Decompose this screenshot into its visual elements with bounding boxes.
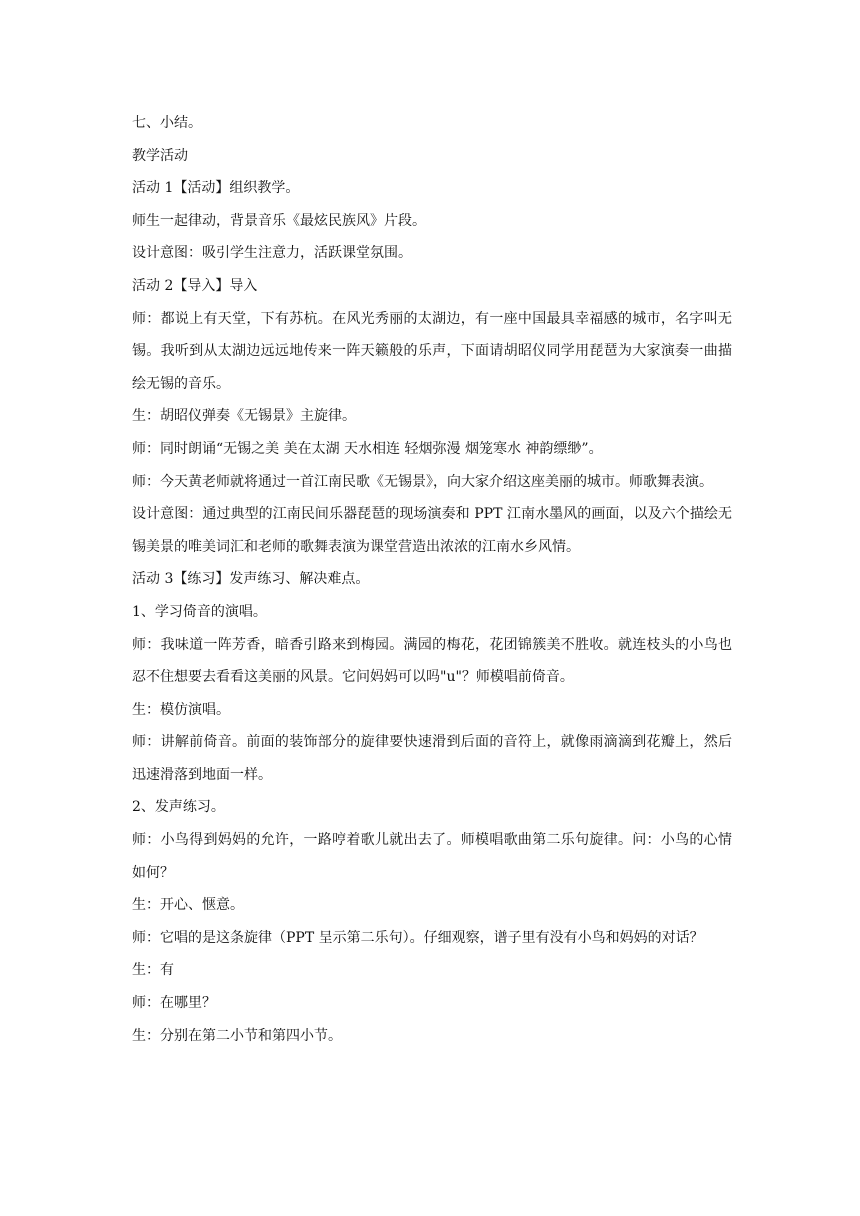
paragraph: 师：在哪里？ xyxy=(132,995,216,1012)
subsection-heading: 1、学习倚音的演唱。 xyxy=(132,603,267,620)
paragraph: 师：我味道一阵芳香，暗香引路来到梅园。满园的梅花，花团锦簇美不胜收。就连枝头的小鸟也忍不住想要去看看这美丽的风景。它问妈妈可以吗"u"？师模唱前倚音。 xyxy=(132,636,732,686)
paragraph: 师：都说上有天堂，下有苏杭。在风光秀丽的太湖边，有一座中国最具幸福感的城市，名字叫无锡。我听到从太湖边远远地传来一阵天籁般的乐声，下面请胡昭仪同学用琵琶为大家演奏一曲描绘无锡的音乐。 xyxy=(132,310,732,392)
section-heading-summary: 七、小结。 xyxy=(132,115,202,131)
paragraph: 师：讲解前倚音。前面的装饰部分的旋律要快速滑到后面的音符上，就像雨滴滴到花瓣上，然后迅速滑落到地面一样。 xyxy=(132,734,732,783)
paragraph: 师生一起律动，背景音乐《最炫民族风》片段。 xyxy=(132,212,426,229)
paragraph: 生：有 xyxy=(132,962,174,979)
paragraph: 师：今天黄老师就将通过一首江南民歌《无锡景》，向大家介绍这座美丽的城市。师歌舞表演。 xyxy=(132,473,713,490)
paragraph: 师：它唱的是这条旋律（PPT 呈示第二乐句）。仔细观察，谱子里有没有小鸟和妈妈的对话？ xyxy=(132,929,704,946)
activity-2-heading: 活动 2【导入】导入 xyxy=(132,277,258,294)
activity-3-heading: 活动 3【练习】发声练习、解决难点。 xyxy=(132,571,370,588)
section-heading-activities: 教学活动 xyxy=(132,147,188,164)
paragraph: 生：开心、惬意。 xyxy=(132,897,244,914)
design-intent: 设计意图：通过典型的江南民间乐器琵琶的现场演奏和 PPT 江南水墨风的画面，以及六个描绘无锡美景的唯美词汇和老师的歌舞表演为课堂营造出浓浓的江南水乡风情。 xyxy=(132,506,732,555)
subsection-heading: 2、发声练习。 xyxy=(132,799,225,816)
paragraph: 生：分别在第二小节和第四小节。 xyxy=(132,1027,342,1044)
paragraph: 师：同时朗诵“无锡之美 美在太湖 天水相连 轻烟弥漫 烟笼寒水 神韵缥缈”。 xyxy=(132,440,603,457)
activity-1-heading: 活动 1【活动】组织教学。 xyxy=(132,180,300,197)
paragraph: 生：胡昭仪弹奏《无锡景》主旋律。 xyxy=(132,408,356,425)
paragraph: 师：小鸟得到妈妈的允许，一路哼着歌儿就出去了。师模唱歌曲第二乐句旋律。问：小鸟的心情如何？ xyxy=(132,832,732,881)
paragraph: 生：模仿演唱。 xyxy=(132,701,230,718)
design-intent: 设计意图：吸引学生注意力，活跃课堂氛围。 xyxy=(132,245,412,262)
document-body xyxy=(132,107,732,1052)
